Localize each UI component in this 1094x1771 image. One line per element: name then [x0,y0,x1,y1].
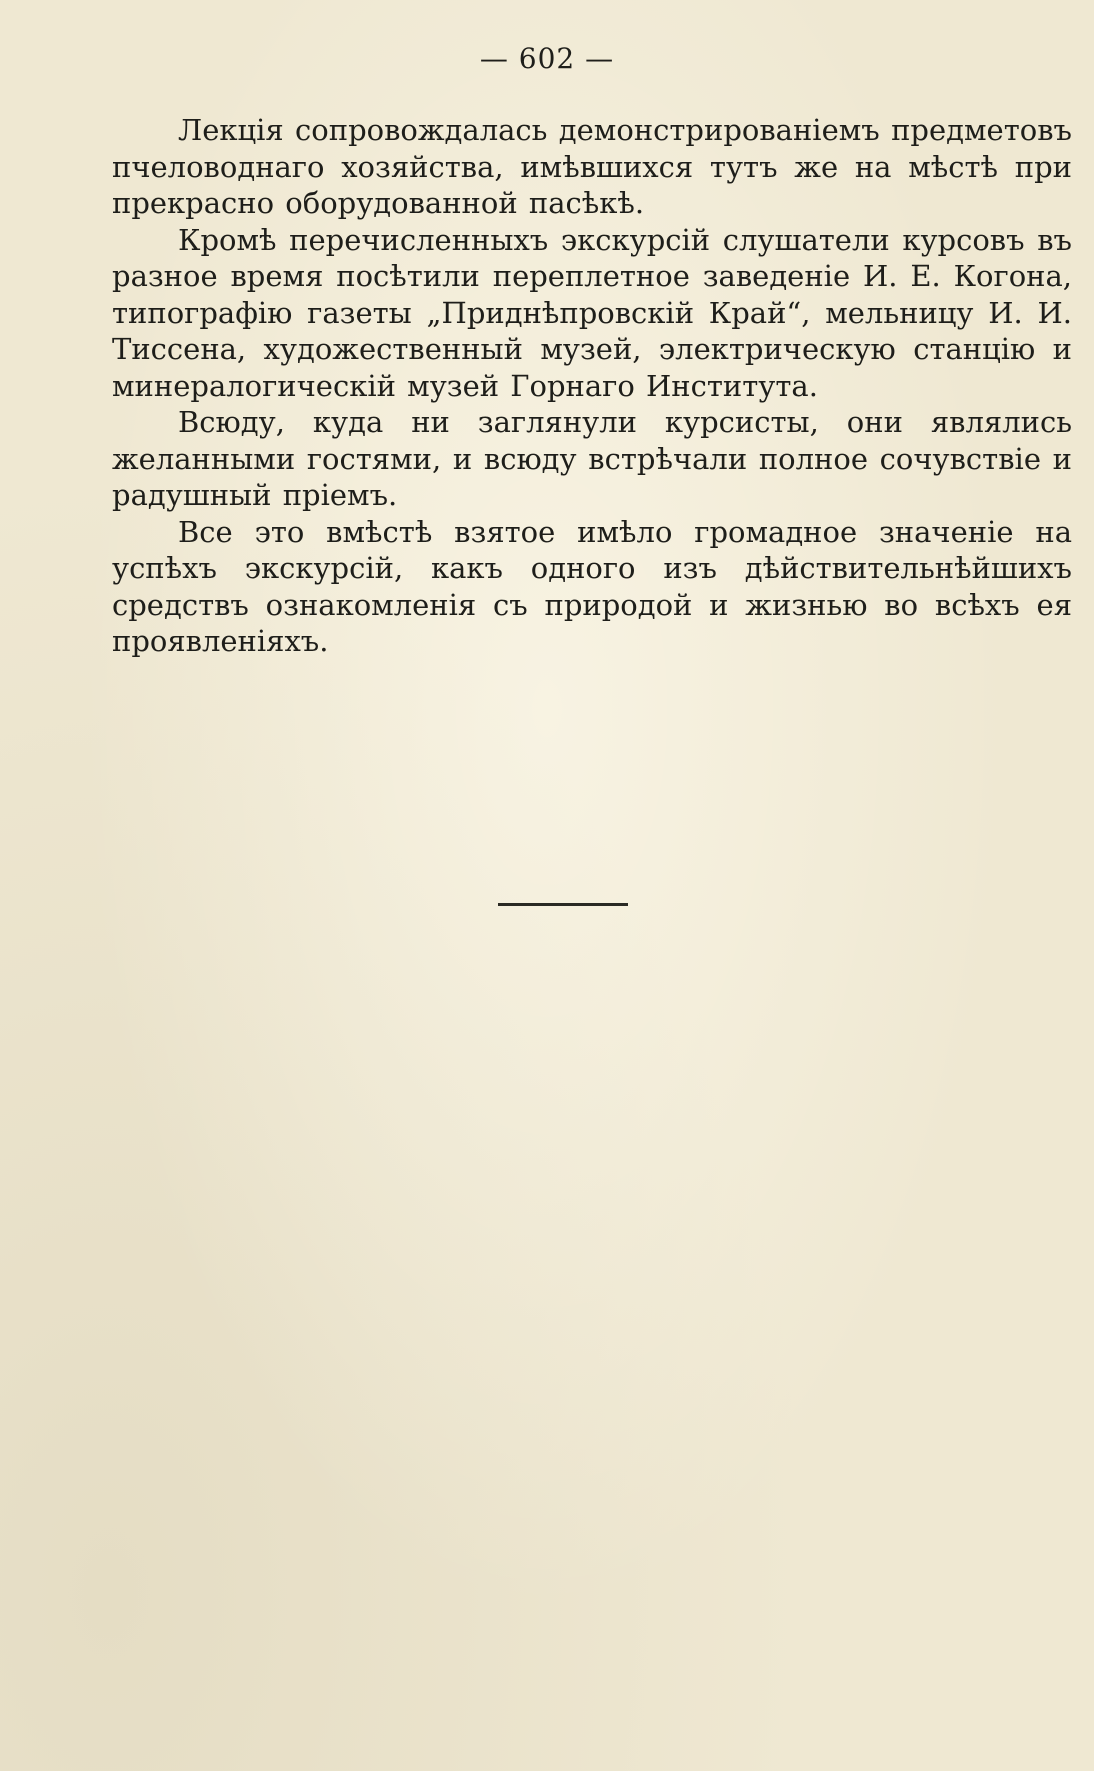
body-text [112,112,1072,660]
paragraph-lecture: Лекція сопровождалась демонстрированіемъ предметовъ пчеловоднаго хозяйства, имѣвшихся тутъ же на мѣстѣ при прекрасно оборудованной пасѣкѣ. [112,113,1072,220]
paragraph-significance: Все это вмѣстѣ взятое имѣло громадное значеніе на успѣхъ экскурсій, какъ одного изъ дѣйствительнѣйшихъ средствъ ознакомленія съ природой и жизнью во всѣхъ ея проявленіяхъ. [112,514,1072,658]
paragraph-welcome: Всюду, куда ни заглянули курсисты, они являлись желанными гостями, и всюду встрѣчали полное сочувствіе и радушный пріемъ. [112,405,1072,512]
page-number: — 602 — [479,42,615,75]
paragraph-excursions: Кромѣ перечисленныхъ экскурсій слушатели курсовъ въ разное время посѣтили переплетное заведеніе И. Е. Когона, типографію газеты „Приднѣпровскій Край“, мельницу И. И. Тиссена, художественный музей, электрическую станцію и минералогическій музей Горнаго Института. [112,222,1072,403]
section-divider [498,903,628,906]
